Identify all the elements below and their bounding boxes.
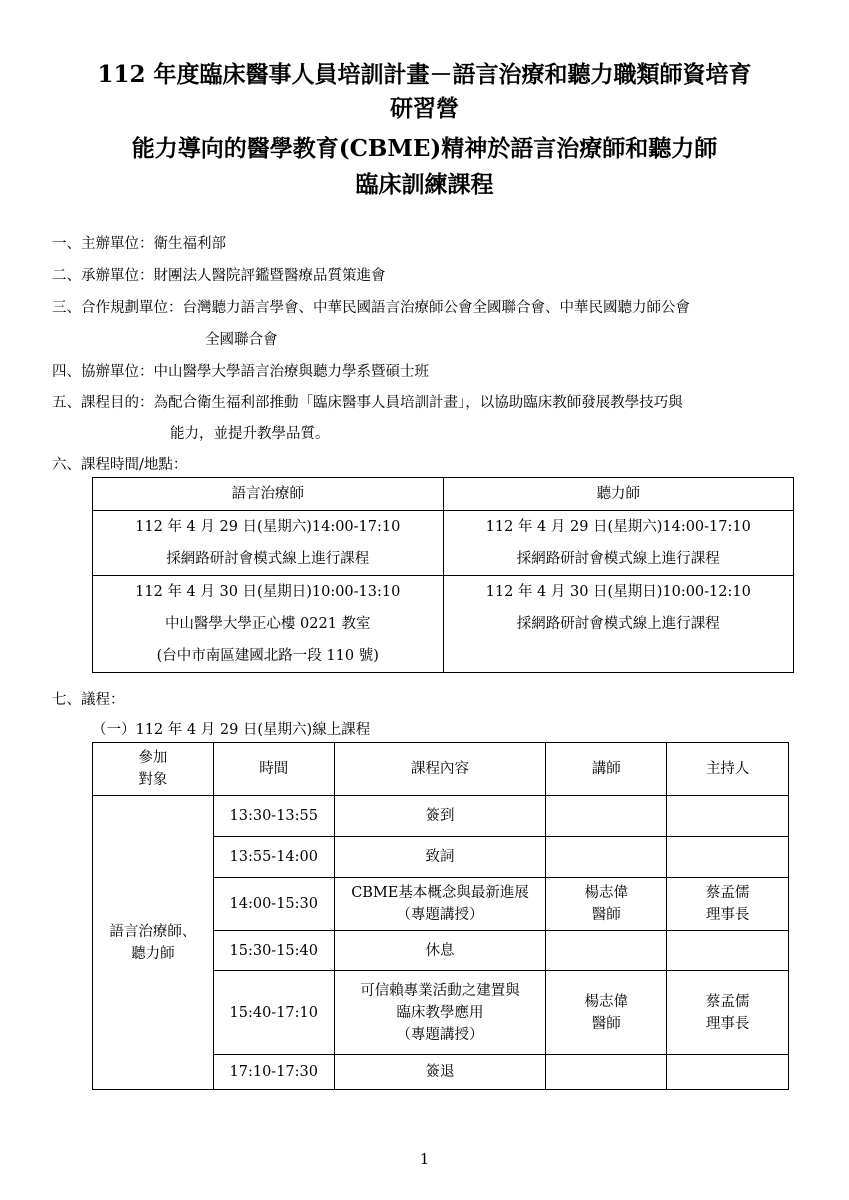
agenda-content-cell: 休息 (334, 931, 546, 971)
agenda-speaker-cell (546, 796, 667, 837)
agenda-speaker-cell (546, 837, 667, 878)
schedule-cell-line: (台中市南區建國北路一段 110 號) (156, 648, 379, 664)
agenda-time-cell: 17:10-17:30 (213, 1055, 334, 1090)
co-organizer-item: 四、協辦單位：中山醫學大學語言治療與聽力學系暨碩士班 (52, 364, 429, 380)
agenda-content-cell: 簽退 (334, 1055, 546, 1090)
agenda-content-cell (334, 878, 546, 931)
agenda-header-row (93, 743, 789, 796)
agenda-audience-line: 聽力師 (131, 945, 175, 962)
agenda-time-cell: 13:55-14:00 (213, 837, 334, 878)
agenda-heading: 七、議程： (52, 692, 125, 708)
agenda-audience-line: 語言治療師、 (109, 923, 197, 940)
schedule-heading: 六、課程時間/地點： (52, 457, 188, 473)
schedule-cell (443, 511, 794, 576)
document-title-line-1: 112 年度臨床醫事人員培訓計畫－語言治療和聽力職類師資培育 (97, 61, 752, 88)
agenda-host-line: 理事長 (705, 907, 750, 923)
page-number: 1 (419, 1150, 430, 1168)
executor-item: 二、承辦單位：財團法人醫院評鑑暨醫療品質策進會 (52, 268, 386, 284)
schedule-cell-line: 112 年 4 月 29 日(星期六)14:00-17:10 (485, 519, 751, 535)
agenda-header-time: 時間 (213, 743, 334, 796)
schedule-cell (93, 576, 444, 673)
agenda-time-cell: 15:40-17:10 (213, 971, 334, 1055)
document-subtitle-line-2: 臨床訓練課程 (355, 171, 494, 198)
agenda-speaker-cell (546, 931, 667, 971)
agenda-table (92, 742, 789, 1090)
agenda-host-line: 理事長 (705, 1015, 750, 1032)
schedule-cell (93, 511, 444, 576)
agenda-speaker-line: 楊志偉 (584, 885, 629, 901)
agenda-time-cell: 13:30-13:55 (213, 796, 334, 837)
agenda-host-cell (667, 971, 789, 1055)
purpose-item: 五、課程目的：為配合衛生福利部推動「臨床醫事人員培訓計畫」，以協助臨床教師發展教學技巧與 (52, 395, 683, 411)
agenda-host-cell (667, 1055, 789, 1090)
agenda-header-audience (93, 743, 214, 796)
agenda-header-audience-line: 參加 (138, 750, 168, 766)
schedule-table (92, 477, 794, 673)
agenda-host-line: 蔡孟儒 (705, 993, 750, 1010)
agenda-content-line: CBME基本概念與最新進展 (351, 885, 529, 901)
partners-item-continued: 全國聯合會 (205, 332, 278, 348)
document-title-line-2: 研習營 (390, 95, 459, 122)
agenda-host-cell (667, 837, 789, 878)
agenda-row (93, 796, 789, 837)
schedule-header-speech-therapist: 語言治療師 (93, 478, 444, 511)
schedule-cell-line: 採網路研討會模式線上進行課程 (516, 616, 720, 632)
schedule-cell-line: 112 年 4 月 30 日(星期日)10:00-13:10 (135, 584, 401, 600)
agenda-time-cell: 14:00-15:30 (213, 878, 334, 931)
agenda-header-audience-line: 對象 (138, 772, 168, 788)
agenda-content-line: 臨床教學應用 (396, 1004, 484, 1021)
agenda-content-cell: 簽到 (334, 796, 546, 837)
partners-item: 三、合作規劃單位：台灣聽力語言學會、中華民國語言治療師公會全國聯合會、中華民國聽力師公會 (52, 300, 690, 316)
schedule-cell-line: 112 年 4 月 29 日(星期六)14:00-17:10 (135, 519, 401, 535)
agenda-content-cell (334, 971, 546, 1055)
agenda-host-cell (667, 878, 789, 931)
agenda-content-cell: 致詞 (334, 837, 546, 878)
agenda-time-cell: 15:30-15:40 (213, 931, 334, 971)
agenda-host-cell (667, 796, 789, 837)
agenda-content-line: （專題講授） (396, 907, 484, 923)
agenda-speaker-cell (546, 971, 667, 1055)
agenda-speaker-cell (546, 878, 667, 931)
schedule-cell-line: 採網路研討會模式線上進行課程 (166, 551, 370, 567)
agenda-subtitle: （一）112 年 4 月 29 日(星期六)線上課程 (92, 722, 371, 738)
agenda-audience-cell (93, 796, 214, 1090)
agenda-header-content: 課程內容 (334, 743, 546, 796)
schedule-header-audiologist: 聽力師 (443, 478, 794, 511)
agenda-speaker-line: 醫師 (591, 907, 621, 923)
agenda-host-line: 蔡孟儒 (705, 885, 750, 901)
agenda-header-host: 主持人 (667, 743, 789, 796)
schedule-row (93, 576, 794, 673)
agenda-header-speaker: 講師 (546, 743, 667, 796)
schedule-cell (443, 576, 794, 673)
agenda-content-line: （專題講授） (396, 1026, 484, 1043)
organizer-item: 一、主辦單位：衛生福利部 (52, 236, 226, 252)
agenda-speaker-line: 楊志偉 (584, 993, 629, 1010)
agenda-speaker-cell (546, 1055, 667, 1090)
agenda-host-cell (667, 931, 789, 971)
purpose-item-continued: 能力，並提升教學品質。 (170, 426, 330, 442)
schedule-cell-line: 中山醫學大學正心樓 0221 教室 (164, 616, 371, 632)
agenda-content-line: 可信賴專業活動之建置與 (360, 982, 520, 999)
document-subtitle-line-1: 能力導向的醫學教育(CBME)精神於語言治療師和聽力師 (131, 135, 718, 162)
schedule-cell-line: 112 年 4 月 30 日(星期日)10:00-12:10 (485, 584, 751, 600)
schedule-row (93, 511, 794, 576)
schedule-cell-line: 採網路研討會模式線上進行課程 (516, 551, 720, 567)
agenda-speaker-line: 醫師 (591, 1015, 621, 1032)
schedule-header-row (93, 478, 794, 511)
